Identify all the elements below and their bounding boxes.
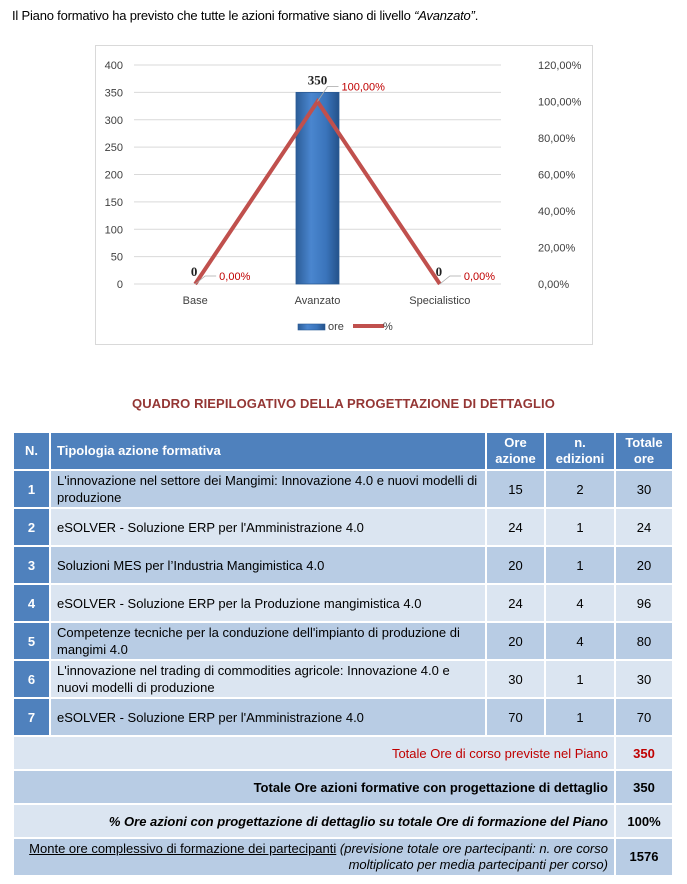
row-title: eSOLVER - Soluzione ERP per l'Amministrazione 4.0 (50, 508, 486, 546)
row-title: Competenze tecniche per la conduzione dell'impianto di produzione di mangimi 4.0 (50, 622, 486, 660)
row-number: 2 (13, 508, 50, 546)
x-category-label: Specialistico (409, 295, 471, 307)
y-right-tick-label: 120,00% (538, 60, 582, 72)
y-right-tick-label: 0,00% (538, 279, 570, 291)
row-number: 3 (13, 546, 50, 584)
header-tot-l2: ore (633, 451, 655, 466)
header-ore-azione (486, 432, 545, 470)
intro-paragraph (12, 8, 478, 23)
x-category-label: Avanzato (294, 295, 341, 307)
row-number: 1 (13, 470, 50, 508)
row-title: eSOLVER - Soluzione ERP per la Produzione mangimistica 4.0 (50, 584, 486, 622)
total-dettaglio-value: 350 (615, 770, 673, 804)
row-ore: 70 (486, 698, 545, 736)
row-totale: 96 (615, 584, 673, 622)
percent-value: 100% (615, 804, 673, 838)
monte-ore-label-note: (previsione totale ore partecipanti: n. ore corso moltiplicato per media partecipanti per corso) (339, 841, 608, 872)
table-header-row (13, 432, 673, 470)
intro-text: Il Piano formativo ha previsto che tutte le azioni formative siano di livello (12, 8, 415, 23)
y-right-tick-label: 80,00% (538, 133, 576, 145)
y-left-tick-label: 100 (104, 224, 123, 237)
chart-container (95, 45, 593, 345)
header-ore-l1: Ore (504, 435, 527, 450)
row-ore: 30 (486, 660, 545, 698)
row-totale: 30 (615, 660, 673, 698)
row-number: 4 (13, 584, 50, 622)
total-dettaglio-label: Totale Ore azioni formative con progettazione di dettaglio (13, 770, 615, 804)
line-data-label: 0,00% (463, 271, 496, 283)
table-row (13, 470, 673, 508)
row-title: Soluzioni MES per l’Industria Mangimistica 4.0 (50, 546, 486, 584)
header-title: Tipologia azione formativa (50, 432, 486, 470)
table-row (13, 622, 673, 660)
legend-label-percent: % (383, 321, 393, 333)
row-title: L'innovazione nel trading di commodities agricole: Innovazione 4.0 e nuovi modelli di produzione (50, 660, 486, 698)
legend-swatch-ore (298, 324, 325, 330)
table-row (13, 698, 673, 736)
monte-ore-row (13, 838, 673, 876)
y-right-tick-label: 100,00% (538, 96, 582, 109)
leader-line (440, 276, 461, 284)
monte-ore-label (13, 838, 615, 876)
row-title: L'innovazione nel settore dei Mangimi: Innovazione 4.0 e nuovi modelli di produzione (50, 470, 486, 508)
y-left-tick-label: 350 (104, 87, 123, 100)
total-piano-row (13, 736, 673, 770)
row-ore: 15 (486, 470, 545, 508)
bar-data-label: 0 (435, 264, 443, 279)
table-row (13, 508, 673, 546)
summary-table (12, 431, 674, 877)
section-title: QUADRO RIEPILOGATIVO DELLA PROGETTAZIONE DI DETTAGLIO (132, 396, 555, 411)
line-data-label: 100,00% (341, 81, 385, 94)
header-edizioni (545, 432, 615, 470)
row-number: 5 (13, 622, 50, 660)
row-ore: 20 (486, 546, 545, 584)
y-left-tick-label: 250 (104, 142, 123, 155)
table-row (13, 546, 673, 584)
row-edizioni: 1 (545, 698, 615, 736)
row-number: 6 (13, 660, 50, 698)
y-left-tick-label: 400 (104, 60, 123, 72)
row-totale: 70 (615, 698, 673, 736)
header-totale-ore (615, 432, 673, 470)
y-left-tick-label: 300 (104, 114, 123, 127)
row-number: 7 (13, 698, 50, 736)
header-ore-l2: azione (495, 451, 536, 466)
row-edizioni: 4 (545, 584, 615, 622)
row-title: eSOLVER - Soluzione ERP per l'Amministrazione 4.0 (50, 698, 486, 736)
table-row (13, 584, 673, 622)
row-edizioni: 1 (545, 546, 615, 584)
legend-swatch-percent (353, 324, 384, 328)
monte-ore-label-main: Monte ore complessivo di formazione dei partecipanti (29, 841, 337, 856)
row-totale: 80 (615, 622, 673, 660)
x-category-label: Base (182, 295, 208, 307)
intro-emphasis: “Avanzato” (414, 8, 475, 23)
y-left-tick-label: 150 (104, 196, 123, 209)
header-ed-l2: edizioni (555, 451, 605, 466)
row-edizioni: 1 (545, 508, 615, 546)
row-ore: 20 (486, 622, 545, 660)
bar-data-label: 350 (307, 72, 328, 88)
row-ore: 24 (486, 584, 545, 622)
row-totale: 24 (615, 508, 673, 546)
row-edizioni: 2 (545, 470, 615, 508)
y-left-tick-label: 50 (110, 251, 123, 264)
total-dettaglio-row (13, 770, 673, 804)
monte-ore-value: 1576 (615, 838, 673, 876)
row-totale: 20 (615, 546, 673, 584)
total-piano-value: 350 (615, 736, 673, 770)
y-right-tick-label: 40,00% (538, 206, 576, 218)
percent-row (13, 804, 673, 838)
row-edizioni: 1 (545, 660, 615, 698)
bar-data-label: 0 (190, 264, 198, 279)
y-right-tick-label: 20,00% (538, 242, 576, 255)
header-num: N. (13, 432, 50, 470)
percent-label: % Ore azioni con progettazione di dettaglio su totale Ore di formazione del Piano (13, 804, 615, 838)
row-totale: 30 (615, 470, 673, 508)
y-right-tick-label: 60,00% (538, 169, 576, 182)
total-piano-label: Totale Ore di corso previste nel Piano (13, 736, 615, 770)
header-ed-l1: n. (574, 435, 586, 450)
row-ore: 24 (486, 508, 545, 546)
header-tot-l1: Totale (625, 435, 663, 450)
y-left-tick-label: 0 (116, 279, 123, 291)
legend-label-ore: ore (328, 321, 344, 333)
table-row (13, 660, 673, 698)
row-edizioni: 4 (545, 622, 615, 660)
combo-chart (96, 46, 594, 346)
intro-end: . (474, 8, 479, 23)
y-left-tick-label: 200 (104, 169, 123, 182)
line-data-label: 0,00% (219, 271, 251, 283)
